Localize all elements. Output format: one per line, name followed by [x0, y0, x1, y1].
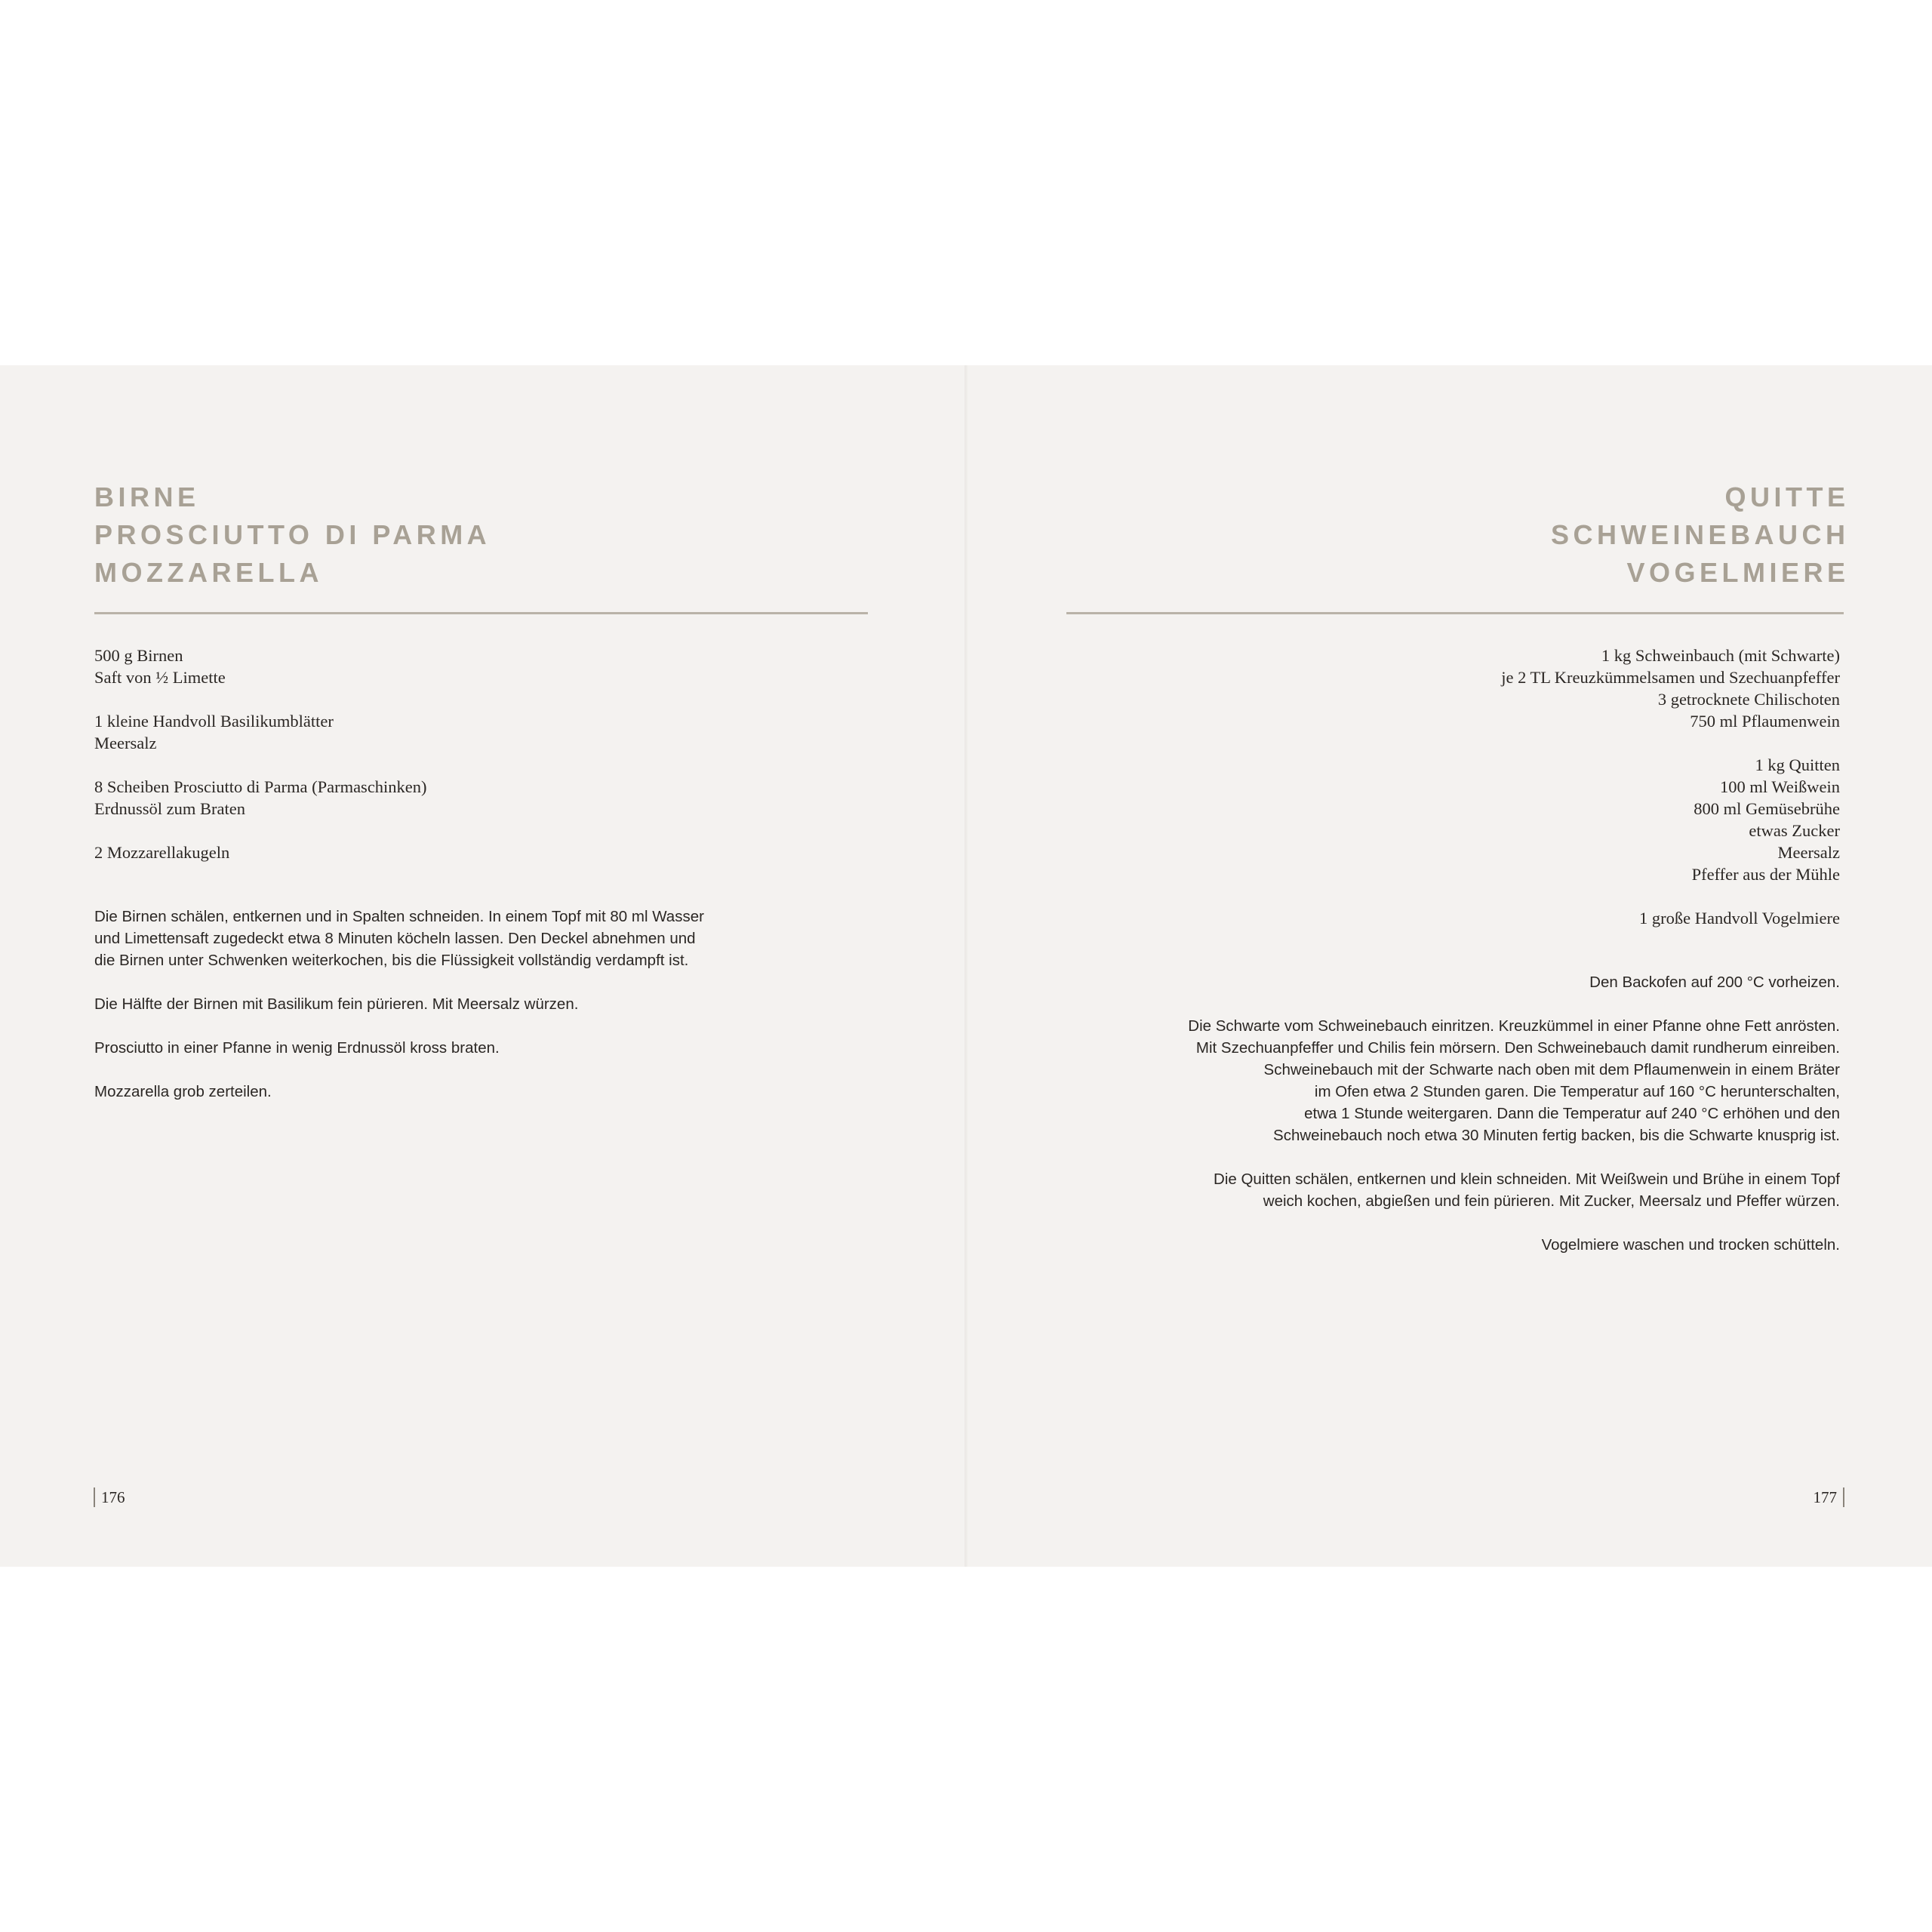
method-line: die Birnen unter Schwenken weiterkochen, bis die Flüssigkeit vollständig verdampft ist.	[94, 952, 689, 969]
method-line: Die Quitten schälen, entkernen und klein schneiden. Mit Weißwein und Brühe in einem Topf	[1214, 1171, 1840, 1188]
title-line: PROSCIUTTO DI PARMA	[94, 519, 491, 550]
method-line: im Ofen etwa 2 Stunden garen. Die Temperatur auf 160 °C herunterschalten,	[1314, 1083, 1840, 1100]
method-line: und Limettensaft zugedeckt etwa 8 Minuten köcheln lassen. Den Deckel abnehmen und	[94, 930, 696, 947]
method-line: weich kochen, abgießen und fein pürieren. Mit Zucker, Meersalz und Pfeffer würzen.	[1263, 1192, 1840, 1210]
ingredient: Meersalz	[1777, 843, 1840, 862]
title-line: MOZZARELLA	[94, 557, 323, 588]
ingredient: 1 kleine Handvoll Basilikumblätter	[94, 712, 334, 731]
ingredient-group	[94, 710, 774, 754]
title-line: QUITTE	[1724, 481, 1850, 512]
ingredient: Saft von ½ Limette	[94, 668, 226, 687]
ingredient: 500 g Birnen	[94, 646, 183, 665]
method-paragraph	[1085, 1015, 1840, 1146]
method-line: Prosciutto in einer Pfanne in wenig Erdnussöl kross braten.	[94, 1039, 500, 1057]
ingredient: 2 Mozzarellakugeln	[94, 843, 230, 862]
ingredient: 8 Scheiben Prosciutto di Parma (Parmaschinken)	[94, 777, 427, 796]
method-paragraph	[1085, 1234, 1840, 1256]
method-paragraph	[94, 1081, 849, 1103]
title-divider	[94, 612, 868, 614]
ingredient: je 2 TL Kreuzkümmelsamen und Szechuanpfeffer	[1501, 668, 1840, 687]
ingredient: 800 ml Gemüsebrühe	[1694, 799, 1840, 818]
recipe-title	[94, 478, 491, 592]
method-paragraph	[1085, 1168, 1840, 1212]
recipe-title	[1551, 478, 1850, 592]
ingredient: Meersalz	[94, 734, 157, 752]
method-text	[94, 906, 849, 1124]
ingredient-list	[1161, 645, 1840, 951]
method-line: Mit Szechuanpfeffer und Chilis fein mörsern. Den Schweinebauch damit rundherum einreiben.	[1195, 1039, 1840, 1057]
page-number: 177	[1814, 1487, 1845, 1507]
ingredient: 1 kg Quitten	[1755, 755, 1840, 774]
right-page	[968, 365, 1932, 1567]
method-text	[1085, 971, 1840, 1278]
left-page	[0, 365, 964, 1567]
method-line: Die Hälfte der Birnen mit Basilikum fein pürieren. Mit Meersalz würzen.	[94, 995, 579, 1013]
method-paragraph	[94, 1037, 849, 1059]
book-spread	[0, 365, 1932, 1567]
ingredient: 1 kg Schweinbauch (mit Schwarte)	[1601, 646, 1840, 665]
ingredient-group	[94, 776, 774, 820]
ingredient: 3 getrocknete Chilischoten	[1657, 690, 1840, 709]
method-line: Den Backofen auf 200 °C vorheizen.	[1589, 974, 1840, 991]
page-number: 176	[94, 1487, 125, 1507]
method-line: Schweinebauch mit der Schwarte nach oben mit dem Pflaumenwein in einem Bräter	[1263, 1061, 1840, 1078]
ingredient-group	[1161, 754, 1840, 885]
ingredient-list	[94, 645, 774, 885]
ingredient: Pfeffer aus der Mühle	[1691, 865, 1840, 884]
ingredient-group	[1161, 645, 1840, 732]
ingredient: 100 ml Weißwein	[1719, 777, 1840, 796]
ingredient: 750 ml Pflaumenwein	[1690, 712, 1840, 731]
ingredient: Erdnussöl zum Braten	[94, 799, 245, 818]
title-divider	[1066, 612, 1844, 614]
method-line: Mozzarella grob zerteilen.	[94, 1083, 272, 1100]
method-line: Die Birnen schälen, entkernen und in Spalten schneiden. In einem Topf mit 80 ml Wasser	[94, 908, 704, 925]
ingredient: etwas Zucker	[1749, 821, 1840, 840]
method-line: Vogelmiere waschen und trocken schütteln.	[1541, 1236, 1840, 1254]
title-line: SCHWEINEBAUCH	[1551, 519, 1850, 550]
method-paragraph	[94, 906, 849, 971]
ingredient-group	[94, 841, 774, 863]
title-line: BIRNE	[94, 481, 200, 512]
method-paragraph	[1085, 971, 1840, 993]
method-line: etwa 1 Stunde weitergaren. Dann die Temperatur auf 240 °C erhöhen und den	[1304, 1105, 1840, 1122]
method-paragraph	[94, 993, 849, 1015]
ingredient: 1 große Handvoll Vogelmiere	[1639, 909, 1840, 928]
ingredient-group	[1161, 907, 1840, 929]
ingredient-group	[94, 645, 774, 688]
title-line: VOGELMIERE	[1626, 557, 1850, 588]
method-line: Die Schwarte vom Schweinebauch einritzen. Kreuzkümmel in einer Pfanne ohne Fett anrösten.	[1188, 1017, 1840, 1035]
method-line: Schweinebauch noch etwa 30 Minuten fertig backen, bis die Schwarte knusprig ist.	[1273, 1127, 1840, 1144]
